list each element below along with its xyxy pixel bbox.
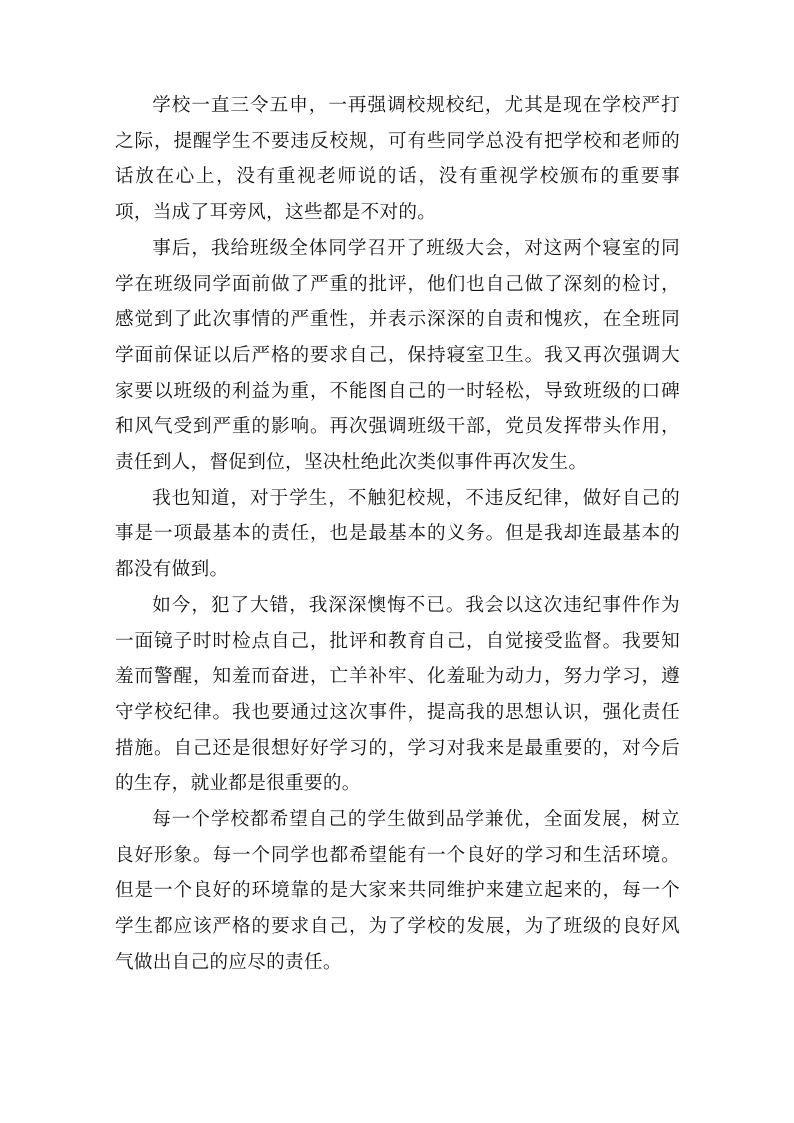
paragraph-2: 事后，我给班级全体同学召开了班级大会，对这两个寝室的同学在班级同学面前做了严重的批评，他们也自己做了深刻的检讨，感觉到了此次事情的严重性，并表示深深的自责和愧疚，在全班同学面前保证以后严格的要求自己，保持寝室卫生。我又再次强调大家要以班级的利益为重，不能图自己的一时轻松，导致班级的口碑和风气受到严重的影响。再次强调班级干部，党员发挥带头作用，责任到人，督促到位，坚决杜绝此次类似事件再次发生。 xyxy=(115,237,680,474)
paragraph-4: 如今，犯了大错，我深深懊悔不已。我会以这次违纪事件作为一面镜子时时检点自己，批评和教育自己，自觉接受监督。我要知羞而警醒，知羞而奋进，亡羊补牢、化羞耻为动力，努力学习，遵守学校纪律。我也要通过这次事件，提高我的思想认识，强化责任措施。自己还是很想好好学习的，学习对我来是最重要的，对今后的生存，就业都是很重要的。 xyxy=(115,594,680,795)
document-page xyxy=(115,88,680,981)
paragraph-3: 我也知道，对于学生，不触犯校规，不违反纪律，做好自己的事是一项最基本的责任，也是最基本的义务。但是我却连最基本的都没有做到。 xyxy=(115,487,680,581)
paragraph-1: 学校一直三令五申，一再强调校规校纪，尤其是现在学校严打之际，提醒学生不要违反校规，可有些同学总没有把学校和老师的话放在心上，没有重视老师说的话，没有重视学校颁布的重要事项，当成了耳旁风，这些都是不对的。 xyxy=(115,95,680,224)
paragraph-5: 每一个学校都希望自己的学生做到品学兼优，全面发展，树立良好形象。每一个同学也都希望能有一个良好的学习和生活环境。但是一个良好的环境靠的是大家来共同维护来建立起来的，每一个学生都应该严格的要求自己，为了学校的发展，为了班级的良好风气做出自己的应尽的责任。 xyxy=(115,809,680,973)
